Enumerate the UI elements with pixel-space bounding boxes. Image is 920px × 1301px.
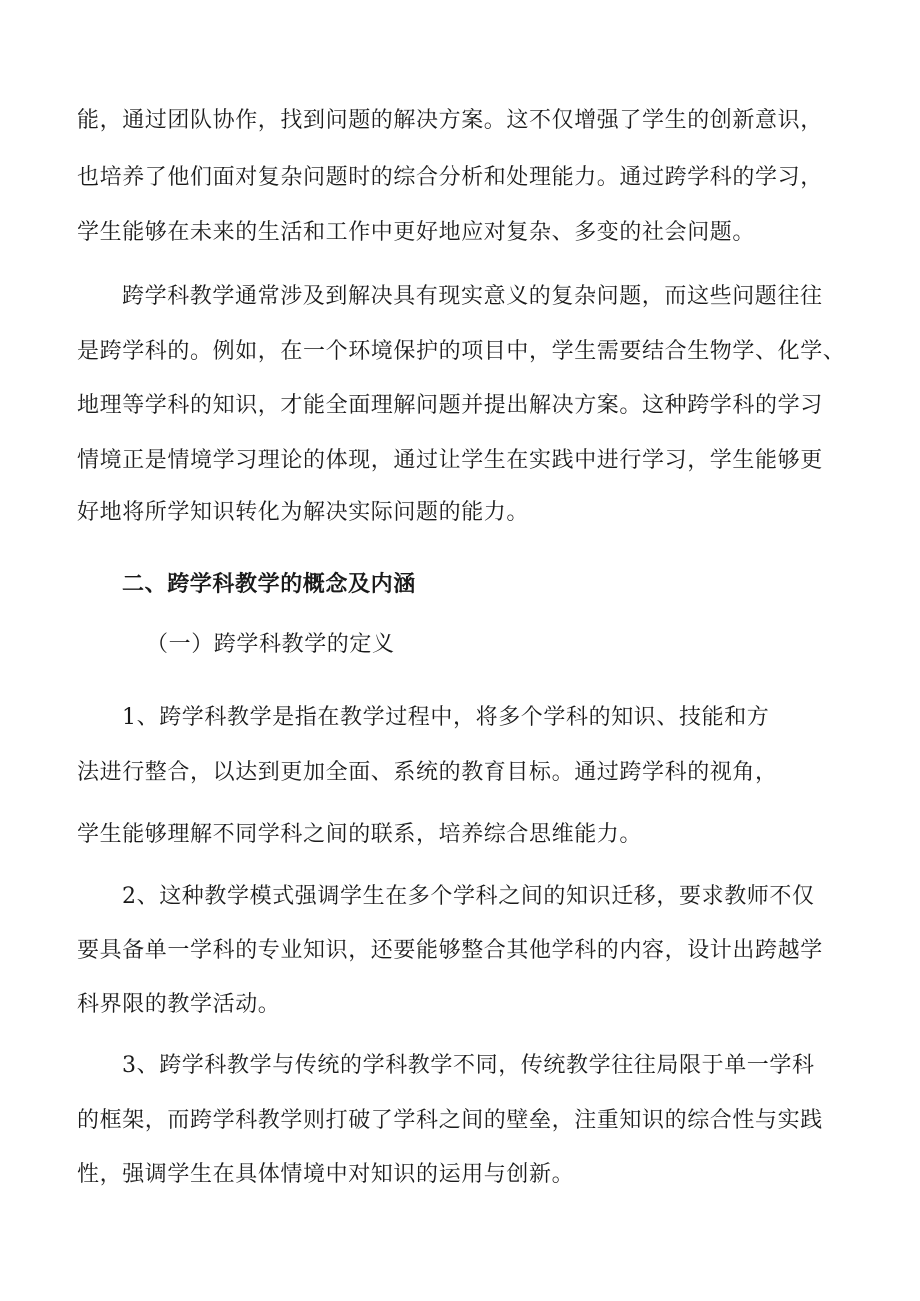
item-2-line-2: 要具备单一学科的专业知识，还要能够整合其他学科的内容，设计出跨越学: [77, 938, 823, 963]
paragraph-1-line-3: 学生能够在未来的生活和工作中更好地应对复杂、多变的社会问题。: [77, 220, 756, 245]
item-1-line-2: 法进行整合，以达到更加全面、系统的教育目标。通过跨学科的视角，: [77, 760, 778, 785]
item-3-line-2: 的框架，而跨学科教学则打破了学科之间的壁垒，注重知识的综合性与实践: [77, 1108, 823, 1133]
paragraph-2-line-2: 是跨学科的。例如，在一个环境保护的项目中，学生需要结合生物学、化学、: [77, 339, 846, 364]
subsection-heading: （一）跨学科教学的定义: [146, 632, 395, 657]
paragraph-2-line-4: 情境正是情境学习理论的体现，通过让学生在实践中进行学习，学生能够更: [77, 448, 823, 473]
item-3-line-1: 3、跨学科教学与传统的学科教学不同，传统教学往往局限于单一学科: [122, 1053, 815, 1078]
item-1-line-1: 1、跨学科教学是指在教学过程中，将多个学科的知识、技能和方: [122, 705, 770, 730]
item-2-line-3: 科界限的教学活动。: [77, 992, 281, 1017]
paragraph-1-line-1: 能，通过团队协作，找到问题的解决方案。这不仅增强了学生的创新意识，: [77, 108, 823, 133]
paragraph-1-line-2: 也培养了他们面对复杂问题时的综合分析和处理能力。通过跨学科的学习，: [77, 165, 823, 190]
item-1-line-3: 学生能够理解不同学科之间的联系，培养综合思维能力。: [77, 822, 643, 847]
paragraph-2-line-1: 跨学科教学通常涉及到解决具有现实意义的复杂问题，而这些问题往往: [122, 284, 823, 309]
item-2-line-1: 2、这种教学模式强调学生在多个学科之间的知识迁移，要求教师不仅: [122, 884, 815, 909]
section-heading: 二、跨学科教学的概念及内涵: [122, 572, 416, 597]
paragraph-2-line-3: 地理等学科的知识，才能全面理解问题并提出解决方案。这种跨学科的学习: [77, 393, 823, 418]
paragraph-2-line-5: 好地将所学知识转化为解决实际问题的能力。: [77, 500, 530, 525]
item-3-line-3: 性，强调学生在具体情境中对知识的运用与创新。: [77, 1162, 575, 1187]
